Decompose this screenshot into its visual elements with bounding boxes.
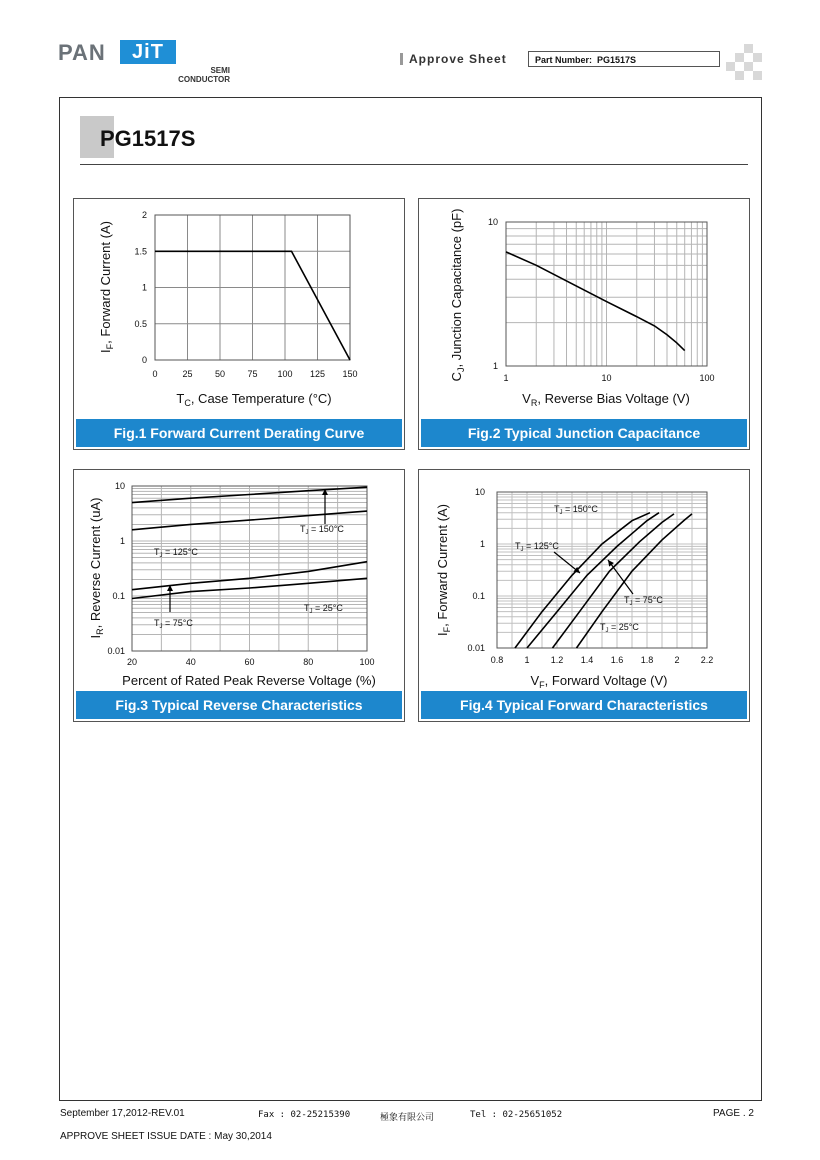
y-tick-label: 10	[487, 217, 498, 227]
x-axis-label: Percent of Rated Peak Reverse Voltage (%)	[122, 673, 376, 688]
chart-fig2	[419, 199, 749, 449]
chart-caption: Fig.2 Typical Junction Capacitance	[421, 419, 747, 447]
y-axis-label: $I_F$, Forward Current (A)	[98, 221, 115, 353]
y-tick-label: 0	[141, 355, 147, 365]
x-tick-label: 80	[303, 657, 314, 667]
y-axis-label: $I_F$, Forward Current (A)	[435, 504, 452, 636]
chart-panel-fig3	[73, 469, 405, 722]
y-tick-label: 0.01	[107, 646, 125, 656]
footer-page-number: PAGE . 2	[713, 1108, 754, 1119]
y-tick-label: 1	[492, 361, 498, 371]
chart-fig3	[74, 470, 404, 721]
x-tick-label: 75	[247, 369, 258, 379]
logo-semiconductor	[150, 66, 230, 84]
x-tick-label: 25	[182, 369, 193, 379]
title-divider	[80, 164, 748, 165]
checker-pattern-icon	[726, 44, 762, 78]
approve-sheet-label	[400, 52, 507, 66]
footer-tel: Tel : 02-25651052	[470, 1110, 563, 1120]
x-tick-label: 50	[214, 369, 226, 379]
part-number-box	[528, 51, 720, 67]
y-tick-label: 1	[119, 536, 125, 546]
chart-caption: Fig.3 Typical Reverse Characteristics	[76, 691, 402, 719]
x-tick-label: 1.4	[580, 655, 594, 665]
temperature-annotation: $T_J = 25^\circ C$	[304, 603, 343, 615]
x-axis-label: $T_C$, Case Temperature (°C)	[176, 391, 332, 408]
x-tick-label: 40	[185, 657, 196, 667]
x-tick-label: 100	[277, 369, 293, 379]
x-axis-label: $V_R$, Reverse Bias Voltage (V)	[522, 391, 690, 408]
footer-date-revision: September 17,2012-REV.01	[60, 1108, 185, 1119]
chart-panel-fig4	[418, 469, 750, 722]
y-tick-label: 1	[141, 282, 147, 293]
footer-issue-date: APPROVE SHEET ISSUE DATE : May 30,2014	[60, 1131, 272, 1142]
logo-jit-text: JiT	[120, 40, 176, 64]
company-logo	[58, 38, 230, 88]
y-tick-label: 0.1	[112, 591, 125, 601]
y-axis-label: $C_J$, Junction Capacitance (pF)	[449, 208, 466, 382]
x-tick-label: 150	[342, 369, 358, 379]
chart-panel-fig2	[418, 198, 750, 450]
y-axis-label: $I_R$, Reverse Current (uA)	[88, 497, 105, 639]
y-tick-label: 10	[474, 487, 485, 497]
x-tick-label: 60	[244, 657, 255, 667]
y-tick-label: 0.1	[472, 591, 485, 601]
footer-fax: Fax : 02-25215390	[258, 1110, 351, 1120]
part-number-label: Part Number:	[535, 55, 593, 65]
x-tick-label: 20	[126, 657, 138, 667]
x-tick-label: 100	[699, 373, 715, 383]
temperature-annotation: $T_J = 150^\circ C$	[554, 504, 598, 516]
x-tick-label: 10	[601, 373, 612, 383]
x-tick-label: 1.2	[550, 655, 564, 665]
arrow-head-icon	[608, 560, 614, 567]
x-tick-label: 2.2	[700, 655, 714, 665]
y-tick-label: 2	[141, 210, 147, 220]
x-tick-label: 0.8	[490, 655, 504, 665]
temperature-annotation: $T_J = 25^\circ C$	[600, 622, 639, 634]
label-bar-icon	[400, 53, 403, 65]
part-number-value: PG1517S	[597, 55, 637, 65]
x-axis-label: $V_F$, Forward Voltage (V)	[530, 673, 668, 690]
footer-company: 極象有限公司	[380, 1113, 435, 1123]
x-tick-label: 1	[524, 655, 530, 665]
y-tick-label: 0.5	[134, 318, 147, 329]
temperature-annotation: $T_J = 75^\circ C$	[624, 595, 663, 607]
chart-fig4	[419, 470, 749, 721]
y-tick-label: 1.5	[134, 246, 147, 257]
chart-caption: Fig.1 Forward Current Derating Curve	[76, 419, 402, 447]
x-tick-label: 1.8	[640, 655, 654, 665]
temperature-annotation: $T_J = 125^\circ C$	[515, 541, 559, 553]
y-tick-label: 0.01	[467, 643, 485, 653]
x-tick-label: 1.6	[610, 655, 624, 665]
logo-conductor-text: CONDUCTOR	[178, 75, 230, 84]
temperature-annotation: $T_J = 75^\circ C$	[154, 618, 193, 630]
logo-pan-text: PAN	[58, 40, 106, 65]
approve-sheet-text: Approve Sheet	[409, 52, 507, 66]
x-tick-label: 125	[309, 369, 326, 379]
y-tick-label: 10	[114, 481, 125, 491]
x-tick-label: 1	[503, 373, 509, 383]
series-line	[506, 252, 685, 351]
chart-panel-fig1	[73, 198, 405, 450]
temperature-annotation: $T_J = 150^\circ C$	[300, 524, 344, 536]
chart-fig1	[74, 199, 404, 449]
x-tick-label: 100	[359, 657, 375, 667]
temperature-annotation: $T_J = 125^\circ C$	[154, 547, 198, 559]
page-title: PG1517S	[100, 126, 196, 151]
x-tick-label: 2	[674, 655, 680, 665]
y-tick-label: 1	[479, 539, 485, 549]
chart-caption: Fig.4 Typical Forward Characteristics	[421, 691, 747, 719]
x-tick-label: 0	[152, 369, 158, 379]
logo-semi-text: SEMI	[210, 66, 230, 75]
